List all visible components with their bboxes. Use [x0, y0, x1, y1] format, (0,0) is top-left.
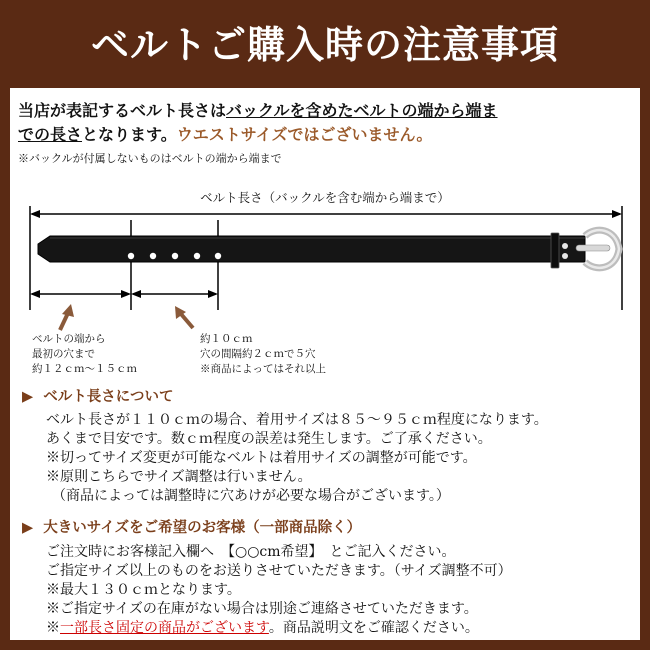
right-label-line-3: ※商品によってはそれ以上	[200, 363, 326, 375]
fixed-length-products-link[interactable]: 一部長さ固定の商品がございます	[60, 620, 269, 636]
total-arrow-left-icon	[30, 210, 40, 218]
section-1-line: ベルト長さが１１０ｃｍの場合、着用サイズは８５～９５ｃｍ程度になります。	[46, 412, 548, 428]
intro-text-2: となります。	[82, 125, 177, 144]
last-line-prefix: ※	[46, 620, 60, 636]
pointer-arrowhead-left-icon	[62, 304, 74, 317]
section-1-heading	[22, 385, 173, 406]
triangle-marker-icon: ▶	[22, 388, 34, 405]
section-2-line: ※ご指定サイズの在庫がない場合は別途ご連絡させていただきます。	[46, 601, 478, 617]
intro-note: ※バックルが付属しないものはベルトの端から端まで	[18, 152, 282, 165]
section-2-line: ※最大１３０ｃｍとなります。	[46, 582, 241, 598]
section-arrow-right-icon	[121, 290, 131, 298]
belt-hole	[172, 253, 178, 259]
belt-strap	[38, 236, 585, 262]
left-label-line-3: 約１２ｃｍ～１５ｃｍ	[32, 363, 137, 375]
belt-hole	[150, 253, 156, 259]
right-label-line-2: 穴の間隔約２ｃｍで５穴	[200, 348, 316, 360]
belt-keeper	[551, 233, 559, 268]
section-2-last-line	[46, 617, 479, 637]
left-label-line-2: 最初の穴まで	[32, 348, 95, 360]
rivet	[562, 253, 568, 259]
section-1-line: ※切ってサイズ変更が可能なベルトは着用サイズの調整が可能です。	[46, 450, 477, 466]
belt-hole	[215, 253, 221, 259]
intro-highlight: ウエストサイズではございません。	[176, 125, 433, 144]
right-label-line-1: 約１０ｃｍ	[200, 333, 253, 345]
pointer-arrow-left-icon	[60, 313, 68, 330]
title-banner	[0, 0, 650, 88]
section-1-heading-text: ベルト長さについて	[43, 388, 174, 405]
last-line-suffix: 。商品説明文をご確認ください。	[268, 620, 479, 636]
content-panel	[10, 88, 640, 640]
section-arrow-left-icon	[30, 290, 40, 298]
section-1-line: （商品によっては調整時に穴あけが必要な場合がございます。）	[52, 488, 450, 504]
section-1-line: あくまで目安です。数ｃｍ程度の誤差は発生します。ご了承ください。	[46, 431, 492, 447]
intro-text: 当店が表記するベルト長さは	[18, 101, 227, 120]
intro-underlined-text-2: での長さ	[18, 125, 83, 144]
section-2-heading	[22, 516, 361, 537]
section-arrow-right-icon	[208, 290, 218, 298]
section-2-heading-text: 大きいサイズをご希望のお客様（一部商品除く）	[43, 519, 362, 536]
pointer-arrow-right-icon	[181, 314, 193, 328]
rivet	[562, 243, 568, 249]
total-length-label: ベルト長さ（バックルを含む端から端まで）	[200, 190, 450, 205]
section-1-line: ※原則こちらでサイズ調整は行いません。	[46, 469, 312, 485]
buckle-prong	[576, 245, 610, 251]
total-arrow-right-icon	[612, 210, 622, 218]
section-2-line: ご指定サイズ以上のものをお送りさせていただきます。（サイズ調整不可）	[46, 563, 512, 579]
section-arrow-left-icon	[131, 290, 141, 298]
intro-underlined-text: バックルを含めたベルトの端から端ま	[226, 101, 498, 120]
belt-hole	[194, 253, 200, 259]
triangle-marker-icon: ▶	[22, 519, 34, 536]
section-2-line: ご注文時にお客様記入欄へ 【○○cm希望】 とご記入ください。	[46, 544, 456, 560]
left-label-line-1: ベルトの端から	[32, 333, 106, 345]
page-title: ベルトご購入時の注意事項	[90, 22, 559, 67]
belt-hole	[128, 253, 134, 259]
